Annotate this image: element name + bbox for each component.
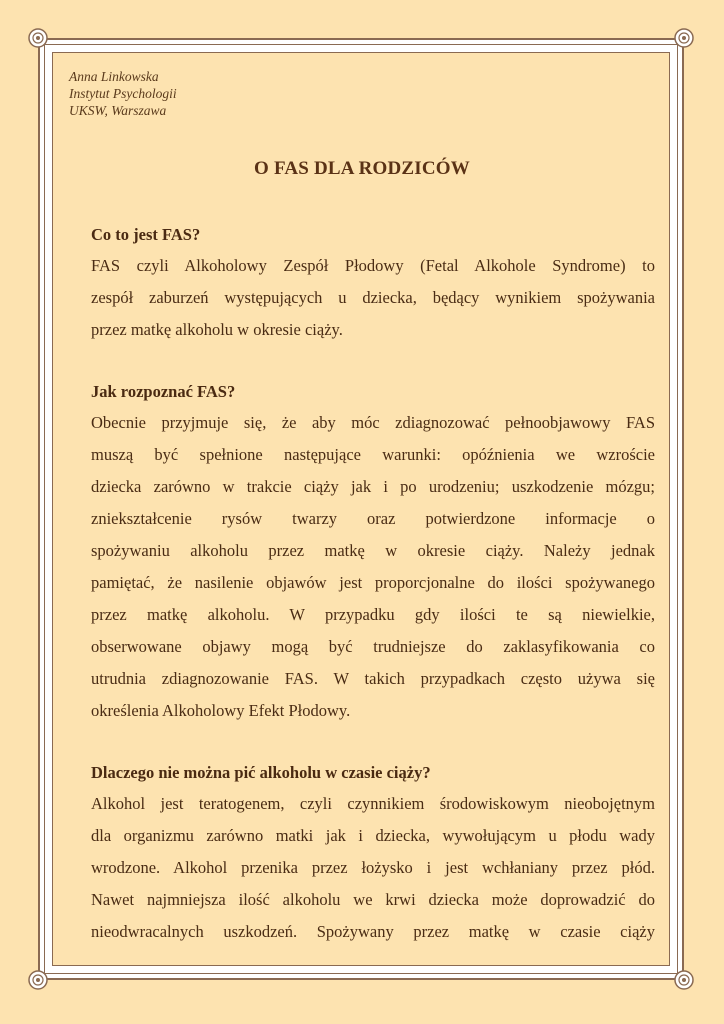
paragraph-line: zniekształcenie rysów twarzy oraz potwierdzone informacje o: [91, 509, 655, 528]
paragraph-line: Nawet najmniejsza ilość alkoholu we krwi dziecka może doprowadzić do: [91, 890, 655, 909]
author-block: [69, 68, 177, 119]
paragraph-line: przez matkę alkoholu. W przypadku gdy ilości te są niewielkie,: [91, 605, 655, 624]
author-institute: Instytut Psychologii: [69, 86, 177, 101]
paragraph-line: pamiętać, że nasilenie objawów jest proporcjonalne do ilości spożywanego: [91, 573, 655, 592]
section-heading: Jak rozpoznać FAS?: [91, 382, 236, 401]
corner-ornament-icon: [27, 27, 49, 49]
paragraph-line: Obecnie przyjmuje się, że aby móc zdiagnozować pełnoobjawowy FAS: [91, 413, 655, 432]
section-how-to-recognize: [91, 377, 655, 727]
corner-ornament-icon: [673, 969, 695, 991]
page-title: O FAS DLA RODZICÓW: [254, 158, 470, 179]
section-heading: Dlaczego nie można pić alkoholu w czasie ciąży?: [91, 763, 431, 782]
section-paragraph: [91, 407, 655, 727]
section-paragraph: [91, 788, 655, 948]
corner-ornament-icon: [673, 27, 695, 49]
paragraph-line: zespół zaburzeń występujących u dziecka, będący wynikiem spożywania: [91, 288, 655, 307]
paragraph-line: Alkohol jest teratogenem, czyli czynnikiem środowiskowym nieobojętnym: [91, 794, 655, 813]
author-name: Anna Linkowska: [69, 69, 159, 84]
paragraph-line: utrudnia zdiagnozowanie FAS. W takich przypadkach często używa się: [91, 669, 655, 688]
author-university: UKSW, Warszawa: [69, 103, 167, 118]
paragraph-line: nieodwracalnych uszkodzeń. Spożywany przez matkę w czasie ciąży: [91, 922, 655, 941]
paragraph-line: obserwowane objawy mogą być trudniejsze do zaklasyfikowania co: [91, 637, 655, 656]
paragraph-line: muszą być spełnione następujące warunki: opóźnienia we wzroście: [91, 445, 655, 464]
paragraph-line: dziecka zarówno w trakcie ciąży jak i po urodzeniu; uszkodzenie mózgu;: [91, 477, 655, 496]
paragraph-line: przez matkę alkoholu w okresie ciąży.: [91, 320, 343, 339]
section-why-no-alcohol: [91, 758, 655, 948]
article-body: [91, 220, 655, 948]
paragraph-line: określenia Alkoholowy Efekt Płodowy.: [91, 701, 351, 720]
paragraph-line: wrodzone. Alkohol przenika przez łożysko i jest wchłaniany przez płód.: [91, 858, 655, 877]
section-heading: Co to jest FAS?: [91, 225, 201, 244]
paragraph-line: spożywaniu alkoholu przez matkę w okresie ciąży. Należy jednak: [91, 541, 655, 560]
paragraph-line: FAS czyli Alkoholowy Zespół Płodowy (Fetal Alkohole Syndrome) to: [91, 256, 655, 275]
section-what-is-fas: [91, 220, 655, 346]
paragraph-line: dla organizmu zarówno matki jak i dziecka, wywołującym u płodu wady: [91, 826, 655, 845]
section-paragraph: [91, 250, 655, 346]
corner-ornament-icon: [27, 969, 49, 991]
